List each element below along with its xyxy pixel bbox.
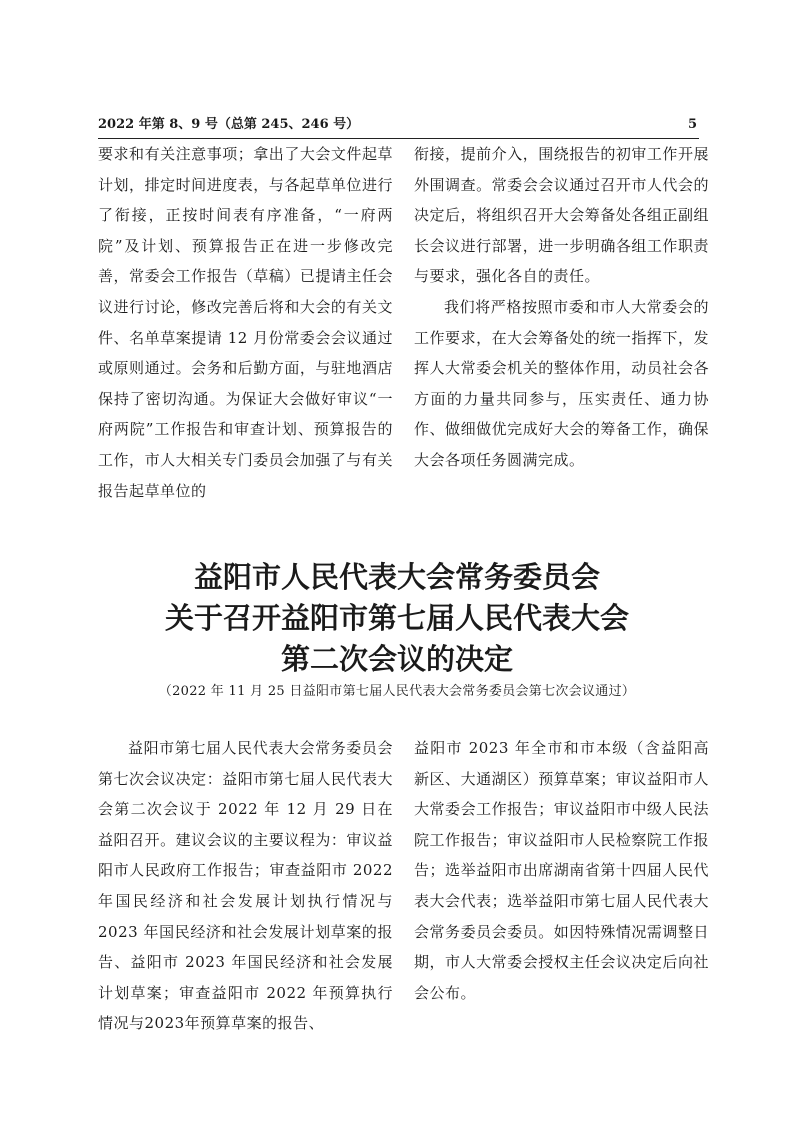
issue-label: 2022 年第 8、9 号（总第 245、246 号）: [98, 117, 360, 132]
decision-body-left: [98, 733, 393, 1039]
closing-paragraph: 我们将严格按照市委和市人大常委会的工作要求，在大会筹备处的统一指挥下，发挥人大常委会机关的整体作用，动员社会各方面的力量共同参与，压实责任、通力协作、做细做优完成好大会的筹备工作，确保大会各项任务圆满完成。: [414, 297, 709, 469]
decision-title-line-1: 益阳市人民代表大会常务委员会: [193, 560, 600, 594]
running-header: [98, 116, 699, 139]
decision-body-right: [414, 733, 709, 1008]
decision-paragraph: 益阳市第七届人民代表大会常务委员会第七次会议决定：益阳市第七届人民代表大会第二次会议于 2022 年 12 月 29 日在益阳召开。建议会议的主要议程为：审议益阳市人民政府工作报告；审查益阳市 2022 年国民经济和社会发展计划执行情况与 2023 年国民经济和社会发展计划草案的报告、益阳市 2023 年国民经济和社会发展计划草案；审查益阳市 2022 年预算执行情况与2023年预算草案的报告、: [98, 739, 393, 1033]
page-number: 5: [687, 117, 697, 132]
top-right-column: [414, 139, 709, 476]
decision-paragraph-continued: 益阳市 2023 年全市和市本级（含益阳高新区、大通湖区）预算草案；审议益阳市人大常委会工作报告；审议益阳市中级人民法院工作报告；审议益阳市人民检察院工作报告；选举益阳市出席湖南省第十四届人民代表大会代表；选举益阳市第七届人民代表大会常务委员会委员。如因特殊情况需调整日期，市人大常委会授权主任会议决定后向社会公布。: [414, 739, 709, 1002]
continued-paragraph: 要求和有关注意事项；拿出了大会文件起草计划，排定时间进度表，与各起草单位进行了衔接，正按时间表有序准备，“一府两院”及计划、预算报告正在进一步修改完善，常委会工作报告（草稿）已提请主任会议进行讨论，修改完善后将和大会的有关文件、名单草案提请 12 月份常委会会议通过或原则通过。会务和后勤方面，与驻地酒店保持了密切沟通。为保证大会做好审议“一府两院”工作报告和审查计划、预算报告的工作，市人大相关专门委员会加强了与有关报告起草单位的: [98, 145, 393, 500]
continued-paragraph-end: 衔接，提前介入，围绕报告的初审工作开展外围调查。常委会会议通过召开市人代会的决定后，将组织召开大会筹备处各组正副组长会议进行部署，进一步明确各组工作职责与要求，强化各自的责任。: [414, 145, 709, 286]
decision-title-line-3: 第二次会议的决定: [280, 642, 513, 676]
decision-title-line-2: 关于召开益阳市第七届人民代表大会: [164, 601, 629, 635]
decision-subtitle: （2022 年 11 月 25 日益阳市第七届人民代表大会常务委员会第七次会议通过）: [158, 684, 636, 699]
top-left-column: [98, 139, 393, 506]
